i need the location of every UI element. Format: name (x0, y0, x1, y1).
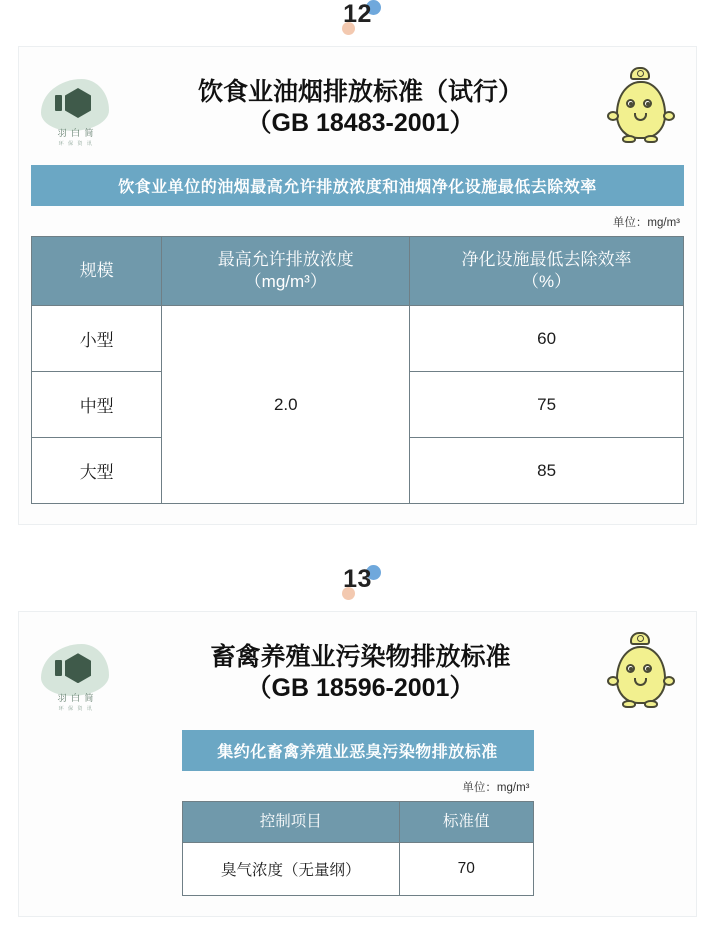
cell-scale-small: 小型 (32, 306, 162, 372)
mascot-arm-right-icon (663, 676, 675, 686)
cell-efficiency-small: 60 (410, 306, 684, 372)
title-group-12 (115, 77, 606, 140)
table-header-row (32, 237, 684, 306)
column-header-min-efficiency-line2: （%） (522, 272, 572, 292)
cell-scale-large: 大型 (32, 438, 162, 504)
page-subtitle: （GB 18596-2001） (246, 674, 475, 703)
section-spacer (0, 525, 715, 565)
mascot-pupil-left-icon (629, 102, 633, 106)
section-number-marker-13 (0, 565, 715, 611)
column-header-max-concentration-line2: （mg/m³） (244, 272, 327, 292)
page-title: 畜禽养殖业污染物排放标准 (210, 642, 511, 671)
page-title: 饮食业油烟排放标准（试行） (197, 77, 523, 106)
page-subtitle: （GB 18483-2001） (246, 109, 475, 137)
emission-standards-table-13 (182, 801, 534, 896)
column-header-max-concentration-line1: 最高允许排放浓度 (217, 250, 354, 269)
cell-efficiency-medium: 75 (410, 372, 684, 438)
mascot-arm-right-icon (663, 111, 675, 121)
mascot-foot-right-icon (644, 135, 658, 143)
emission-standards-table-12 (31, 236, 684, 504)
mascot-body-icon (616, 81, 666, 139)
table-head-13 (182, 802, 533, 843)
logo-bar-shape-icon (55, 660, 62, 676)
mascot-character-icon (606, 65, 678, 151)
column-header-scale-line1: 规模 (79, 261, 114, 281)
mascot-body-icon (616, 646, 666, 704)
table-head-12 (32, 237, 684, 306)
title-group-13 (115, 642, 606, 705)
section-number-marker-12 (0, 0, 715, 46)
logo-bar-shape-icon (55, 95, 62, 111)
logo-text: 羽 白 简 (57, 693, 95, 704)
mascot-foot-left-icon (622, 135, 636, 143)
table-row (182, 843, 533, 896)
cell-concentration-merged: 2.0 (162, 306, 410, 504)
card-header-12 (31, 61, 684, 151)
unit-label-12: 单位：mg/m³ (612, 217, 680, 229)
standard-card-13 (18, 611, 697, 917)
table-body-13 (182, 843, 533, 896)
cell-efficiency-large: 85 (410, 438, 684, 504)
mascot-pupil-right-icon (646, 102, 650, 106)
cell-control-item-odor: 臭气浓度（无量纲） (182, 843, 400, 896)
section-number: 13 (343, 565, 372, 594)
card-header-13 (31, 626, 684, 716)
column-header-standard-value: 标准值 (400, 802, 533, 843)
logo-subtext: 环 保 资 讯 (58, 141, 94, 147)
cell-scale-medium: 中型 (32, 372, 162, 438)
logo-text: 羽 白 简 (57, 128, 95, 138)
standard-card-12 (18, 46, 697, 525)
banner-caption-13: 集约化畜禽养殖业恶臭污染物排放标准 (182, 730, 534, 771)
mascot-cap-dot-icon (637, 70, 644, 77)
column-header-max-concentration (162, 237, 410, 306)
section-number: 12 (343, 0, 372, 28)
column-header-min-efficiency-line1: 净化设施最低去除效率 (461, 250, 632, 269)
table-row (32, 306, 684, 372)
column-header-control-item: 控制项目 (182, 802, 400, 843)
brand-logo-icon (37, 69, 115, 147)
mascot-arm-left-icon (607, 111, 619, 121)
cell-standard-value-odor: 70 (400, 843, 533, 896)
logo-subtext: 环 保 资 讯 (58, 706, 94, 713)
brand-logo-icon (37, 634, 115, 712)
mascot-foot-right-icon (644, 700, 658, 708)
table-header-row (182, 802, 533, 843)
column-header-min-efficiency (410, 237, 684, 306)
mascot-foot-left-icon (622, 700, 636, 708)
mascot-character-icon (606, 630, 678, 716)
column-header-scale (32, 237, 162, 306)
table-body-12 (32, 306, 684, 504)
unit-label-13: 单位：mg/m³ (462, 782, 530, 795)
banner-caption-12: 饮食业单位的油烟最高允许排放浓度和油烟净化设施最低去除效率 (31, 165, 684, 206)
